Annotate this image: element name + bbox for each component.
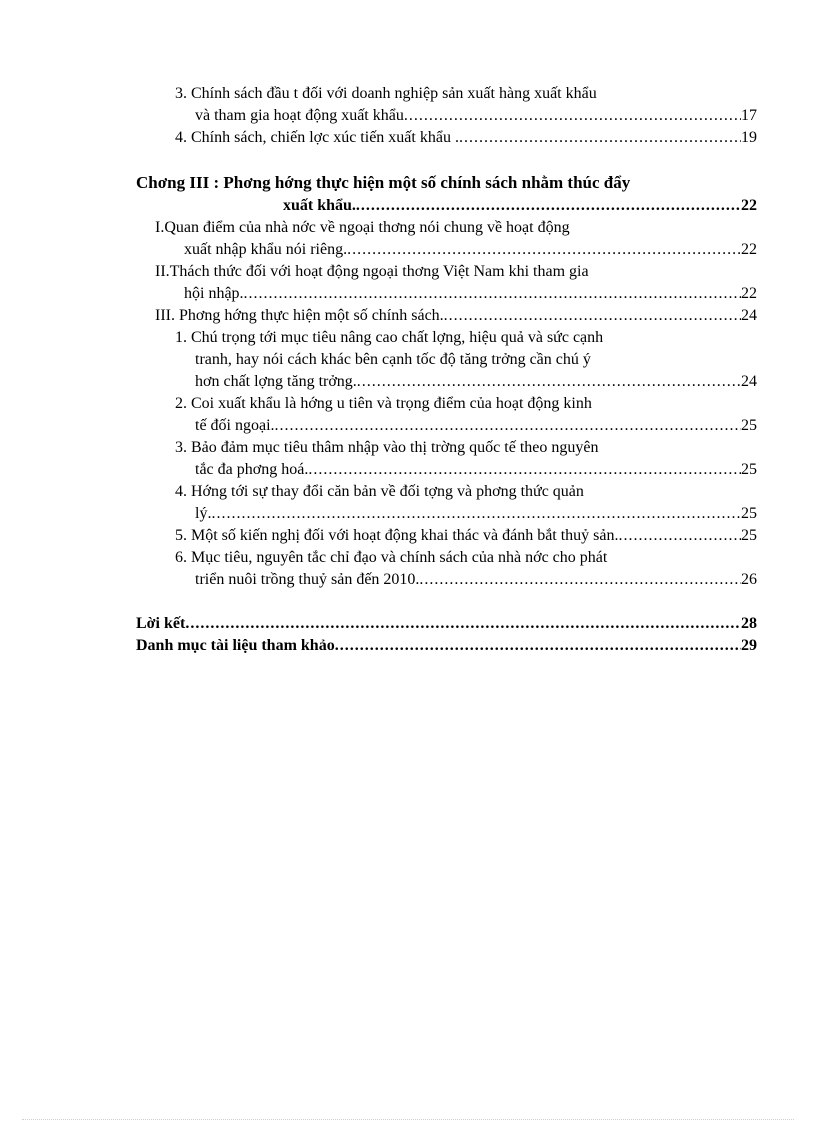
toc-entry[interactable] [136,636,757,656]
toc-entry[interactable] [175,128,757,148]
toc-entry-text: Danh mục tài liệu tham khảo [136,637,335,654]
dot-leader [356,196,741,216]
toc-entry-text: hơn chất lợng tăng trởng. [195,373,357,390]
page-number: 17 [741,107,757,124]
dot-leader [308,460,741,480]
toc-entry[interactable] [283,196,757,216]
toc-entry-text: 2. Coi xuất khẩu là hớng u tiên và trọng điểm của hoạt động kinh [175,395,592,412]
toc-entry-text: tắc đa phơng hoá. [195,461,309,478]
toc-entry-text: 4. Chính sách, chiến lợc xúc tiến xuất khẩu . [175,129,459,146]
dot-leader [444,306,741,326]
dot-leader [335,636,741,656]
page-number: 25 [741,527,757,544]
toc-entry-text: II.Thách thức đối với hoạt động ngoại thơng Việt Nam khi tham gia [155,263,589,280]
dot-leader [211,504,741,524]
dot-leader [357,372,741,392]
page-number: 25 [741,417,757,434]
toc-entry-text: tranh, hay nói cách khác bên cạnh tốc độ tăng trởng cần chú ý [195,351,591,368]
toc-entry-text: I.Quan điểm của nhà nớc về ngoại thơng nói chung về hoạt động [155,219,570,236]
toc-entry[interactable] [195,504,757,524]
dot-leader [404,106,741,126]
toc-entry[interactable] [195,416,757,436]
toc-entry[interactable] [136,614,757,634]
dot-leader [347,240,741,260]
toc-entry[interactable] [195,372,757,392]
toc-entry-text: tế đối ngoại. [195,417,275,434]
toc-entry-text: 1. Chú trọng tới mục tiêu nâng cao chất lợng, hiệu quả và sức cạnh [175,329,604,346]
toc-entry-text: 4. Hớng tới sự thay đổi căn bản về đối tợng và phơng thức quản [175,483,584,500]
page-number: 22 [741,285,757,302]
toc-entry[interactable] [184,240,757,260]
page-number: 24 [741,307,757,324]
dot-leader [244,284,741,304]
dot-leader [275,416,741,436]
page-number: 25 [741,505,757,522]
toc-entry-text: 6. Mục tiêu, nguyên tắc chỉ đạo và chính sách của nhà nớc cho phát [175,549,608,566]
toc-entry[interactable] [155,306,757,326]
page-number: 25 [741,461,757,478]
toc-entry-text: hội nhập. [184,285,244,302]
toc-entry-text: III. Phơng hớng thực hiện một số chính sách. [155,307,444,324]
toc-entry[interactable] [184,284,757,304]
toc-entry-text: 5. Một số kiến nghị đối với hoạt động khai thác và đánh bắt thuỷ sản. [175,527,619,544]
dot-leader [619,526,741,546]
toc-entry-text: triển nuôi trồng thuỷ sản đến 2010. [195,571,420,588]
dot-leader [185,614,741,634]
page-number: 22 [741,197,757,214]
page-number: 19 [741,129,757,146]
chapter-heading: Chơng III : Phơng hớng thực hiện một số chính sách nhằm thúc đẩy [136,173,631,192]
toc-entry[interactable] [195,570,757,590]
page-number: 29 [741,637,757,654]
toc-entry[interactable] [195,106,757,126]
toc-entry[interactable] [175,526,757,546]
toc-entry-text: lý. [195,505,212,522]
dot-leader [459,128,741,148]
toc-entry-text: Lời kết [136,615,186,632]
toc-entry-text: 3. Chính sách đầu t đối với doanh nghiệp sản xuất hàng xuất khẩu [175,85,597,102]
toc-entry-text: xuất khẩu. [283,197,356,214]
page-bottom-rule [22,1119,794,1120]
page-number: 28 [741,615,757,632]
dot-leader [419,570,741,590]
toc-entry[interactable] [195,460,757,480]
toc-entry-text: xuất nhập khẩu nói riêng. [184,241,348,258]
toc-entry-text: và tham gia hoạt động xuất khẩu [195,107,404,124]
page-number: 24 [741,373,757,390]
page-number: 26 [741,571,757,588]
toc-entry-text: 3. Bảo đảm mục tiêu thâm nhập vào thị trờng quốc tế theo nguyên [175,439,599,456]
page-number: 22 [741,241,757,258]
